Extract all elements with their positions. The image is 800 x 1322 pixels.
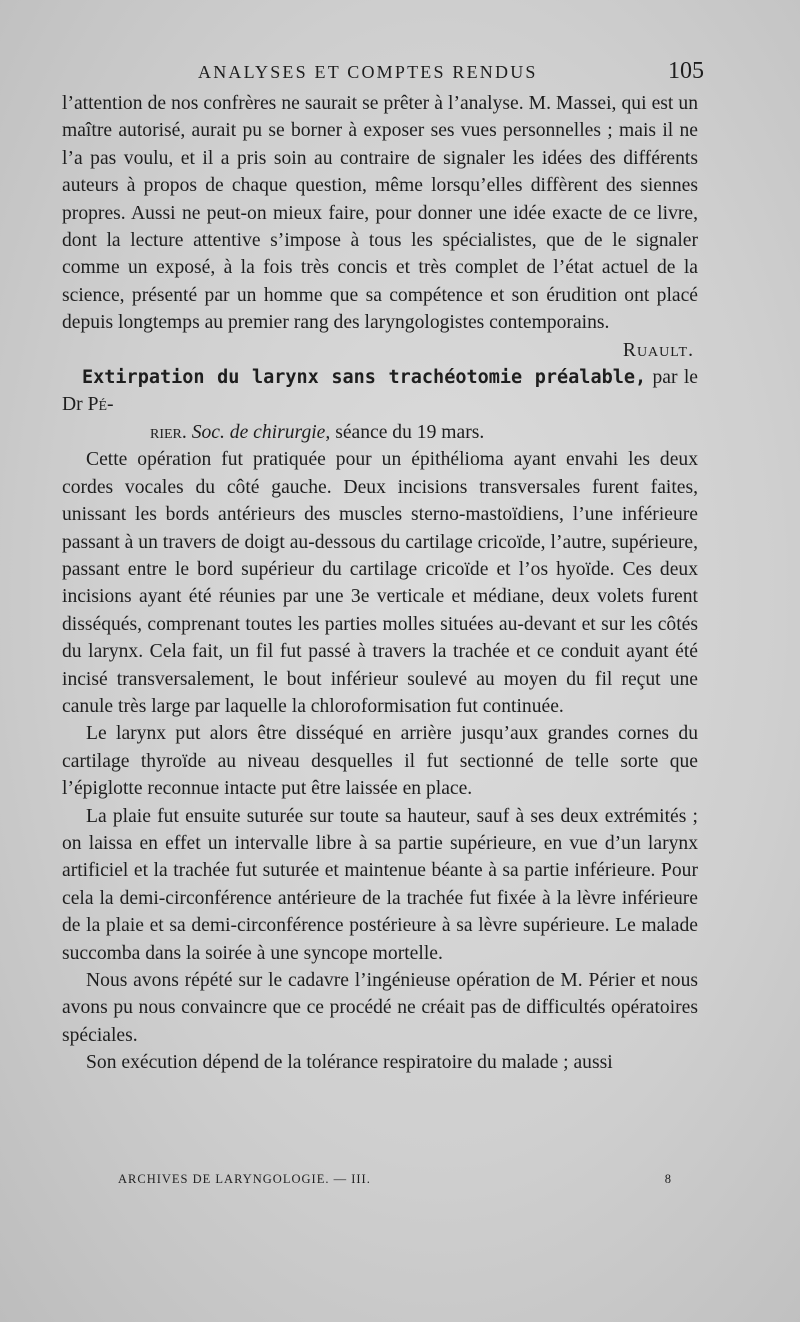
headline-title: Extirpation du larynx sans trachéotomie préalable, [82,367,647,389]
running-title: ANALYSES ET COMPTES RENDUS [198,62,538,82]
page-header [90,58,704,92]
paragraph: Nous avons répété sur le cadavre l’ingénieuse opération de M. Périer et nous avons pu nous convaincre que ce procédé ne créait pas de difficultés opératoires spéciales. [62,970,698,1046]
page-number: 105 [668,58,704,84]
headline-author-part1: Pé- [87,394,114,416]
article-headline [62,364,698,446]
paragraph: Le larynx put alors être disséqué en arrière jusqu’aux grandes cornes du cartilage thyroïde au niveau desquelles il fut sectionné de telle sorte que l’épiglotte reconnue intacte put être laissée en place. [62,723,698,800]
paragraph: Son exécution dépend de la tolérance respiratoire du malade ; aussi [86,1052,613,1074]
continued-paragraph: l’attention de nos confrères ne saurait se prêter à l’analyse. M. Massei, qui est un maître autorisé, aurait pu se borner à exposer ses vues personnelles ; mais il ne l’a pas voulu, et il a pris soin au contraire de signaler les idées des différents auteurs à propos de chaque question, même lorsqu’elles diffèrent des siennes propres. Aussi ne peut-on mieux faire, pour donner une idée exacte de ce livre, dont la lecture attentive s’impose à tous les spécialistes, que de le signaler comme un exposé, à la fois très concis et très complet de l’état actuel de la science, présenté par un homme que sa compétence et son érudition ont placé depuis longtemps au premier rang des laryngologistes contemporains. [62,93,698,334]
paragraph: La plaie fut ensuite suturée sur toute sa hauteur, sauf à ses deux extrémités ; on laissa en effet un intervalle libre à sa partie supérieure, en vue d’un larynx artificiel et la trachée fut suturée et maintenue béante à sa partie inférieure. Pour cela la demi-circonférence antérieure de la trachée fut fixée à la lèvre inférieure de la plaie et sa demi-circonférence postérieure à sa lèvre supérieure. Le malade succomba dans la soirée à une syncope mortelle. [62,805,698,964]
headline-author-part2: rier. [150,421,187,443]
signature-mark: 8 [664,1172,672,1186]
headline-by: par le Dr [62,367,699,416]
page-body [62,90,698,1077]
headline-journal: Soc. de chirurgie, [191,421,331,443]
headline-date: séance du 19 mars. [335,421,485,443]
paragraph: Cette opération fut pratiquée pour un épithélioma ayant envahi les deux cordes vocales du côté gauche. Deux incisions transversales furent faites, unissant les bords antérieurs des muscles sterno-mastoïdiens, l’une inférieure passant à un travers de doigt au-dessous du cartilage cricoïde, l’autre, supérieure, passant entre le bord supérieur du cartilage cricoïde et l’os hyoïde. Ces deux incisions ayant été réunies par une 3e verticale et médiane, deux volets furent disséqués, comprenant toutes les parties molles situées au-devant et sur les côtés du larynx. Cela fait, un fil fut passé à travers la trachée et ce conduit ayant été incisé transversalement, le bout inférieur soulevé au moyen du fil reçut une canule très large par laquelle la chloroformisation fut continuée. [62,449,698,717]
review-signature: Ruault. [622,339,694,361]
footer-journal: ARCHIVES DE LARYNGOLOGIE. — III. [118,1172,371,1186]
